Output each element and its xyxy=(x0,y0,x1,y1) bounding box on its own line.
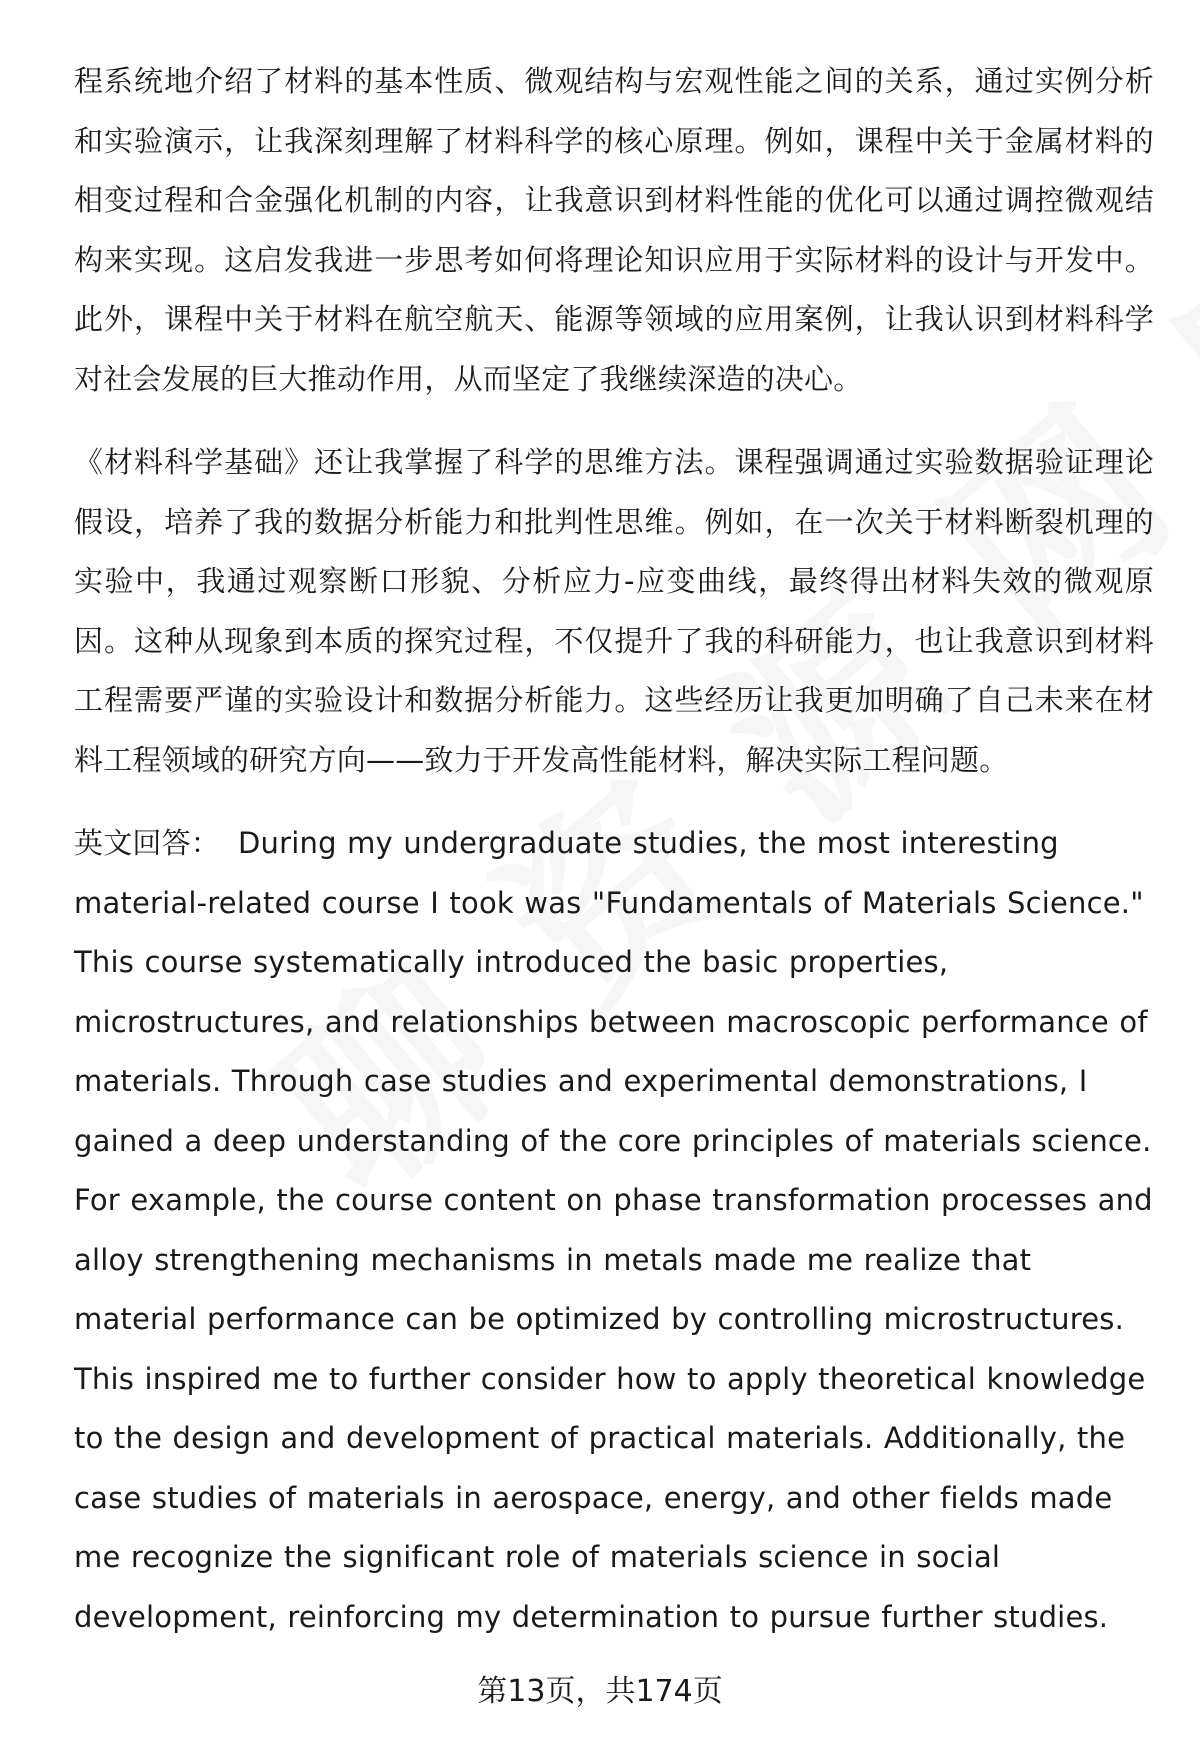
english-answer-label: 英文回答： xyxy=(74,826,221,860)
document-body xyxy=(74,52,1154,1647)
paragraph-zh-2: 《材料科学基础》还让我掌握了科学的思维方法。课程强调通过实验数据验证理论假设，培养了我的数据分析能力和批判性思维。例如，在一次关于材料断裂机理的实验中，我通过观察断口形貌、分析应力-应变曲线，最终得出材料失效的微观原因。这种从现象到本质的探究过程，不仅提升了我的科研能力，也让我意识到材料工程需要严谨的实验设计和数据分析能力。这些经历让我更加明确了自己未来在材料工程领域的研究方向——致力于开发高性能材料，解决实际工程问题。 xyxy=(74,445,1154,777)
paragraph-zh-1: 程系统地介绍了材料的基本性质、微观结构与宏观性能之间的关系，通过实例分析和实验演示，让我深刻理解了材料科学的核心原理。例如，课程中关于金属材料的相变过程和合金强化机制的内容，让我意识到材料性能的优化可以通过调控微观结构来实现。这启发我进一步思考如何将理论知识应用于实际材料的设计与开发中。此外，课程中关于材料在航空航天、能源等领域的应用案例，让我认识到材料科学对社会发展的巨大推动作用，从而坚定了我继续深造的决心。 xyxy=(74,64,1154,396)
paragraph-english-answer xyxy=(74,814,1154,1647)
page-number-footer: 第13页，共174页 xyxy=(477,1674,723,1709)
english-answer-text: During my undergraduate studies, the most interesting material-related course I took was "Fundamentals of Materials Science." This course systematically introduced the basic properties, microstructures, and relationships between macroscopic performance of materials. Through case studies and experimental demonstrations, I gained a deep understanding of the core principles of materials science. For example, the course content on phase transformation processes and alloy strengthening mechanisms in metals made me realize that material performance can be optimized by controlling microstructures. This inspired me to further consider how to apply theoretical knowledge to the design and development of practical materials. Additionally, the case studies of materials in aerospace, energy, and other fields made me recognize the significant role of materials science in social development, reinforcing my determination to pursue further studies. xyxy=(74,826,1153,1634)
